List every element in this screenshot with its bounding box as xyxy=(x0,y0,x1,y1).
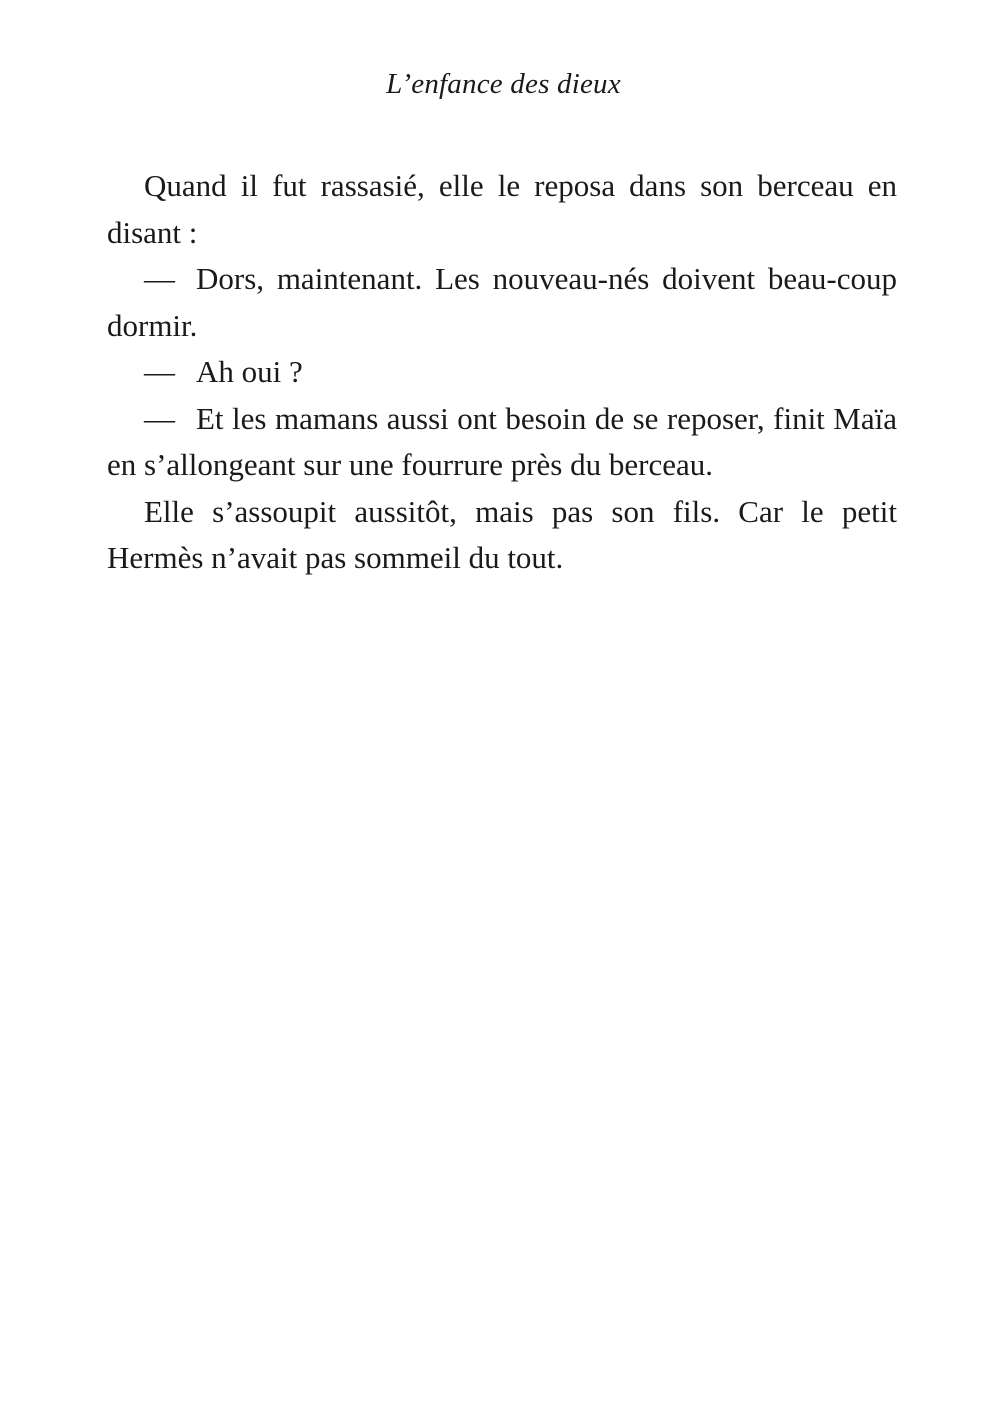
body-text xyxy=(107,163,897,582)
dialogue-dash: — xyxy=(144,261,175,296)
paragraph xyxy=(107,163,897,256)
dialogue-dash: — xyxy=(144,400,175,436)
paragraph-text: Elle s’assoupit aussitôt, mais pas son fils. Car le petit Hermès n’avait pas sommeil du tout. xyxy=(107,493,897,575)
paragraph xyxy=(107,489,897,582)
paragraph-text: Et les mamans aussi ont besoin de se reposer, finit Maïa en s’allongeant sur une fourrure près du berceau. xyxy=(107,400,897,482)
paragraph-text: Quand il fut rassasié, elle le reposa dans son berceau en disant : xyxy=(107,168,897,250)
dialogue-dash: — xyxy=(144,354,175,389)
paragraph-text: Dors, maintenant. Les nouveau-nés doivent beau-coup dormir. xyxy=(107,261,897,343)
paragraph-text: Ah oui ? xyxy=(196,354,303,389)
dialogue-paragraph xyxy=(107,256,897,349)
dialogue-paragraph xyxy=(107,396,897,489)
running-head: L’enfance des dieux xyxy=(386,68,621,100)
dialogue-paragraph xyxy=(107,349,897,396)
